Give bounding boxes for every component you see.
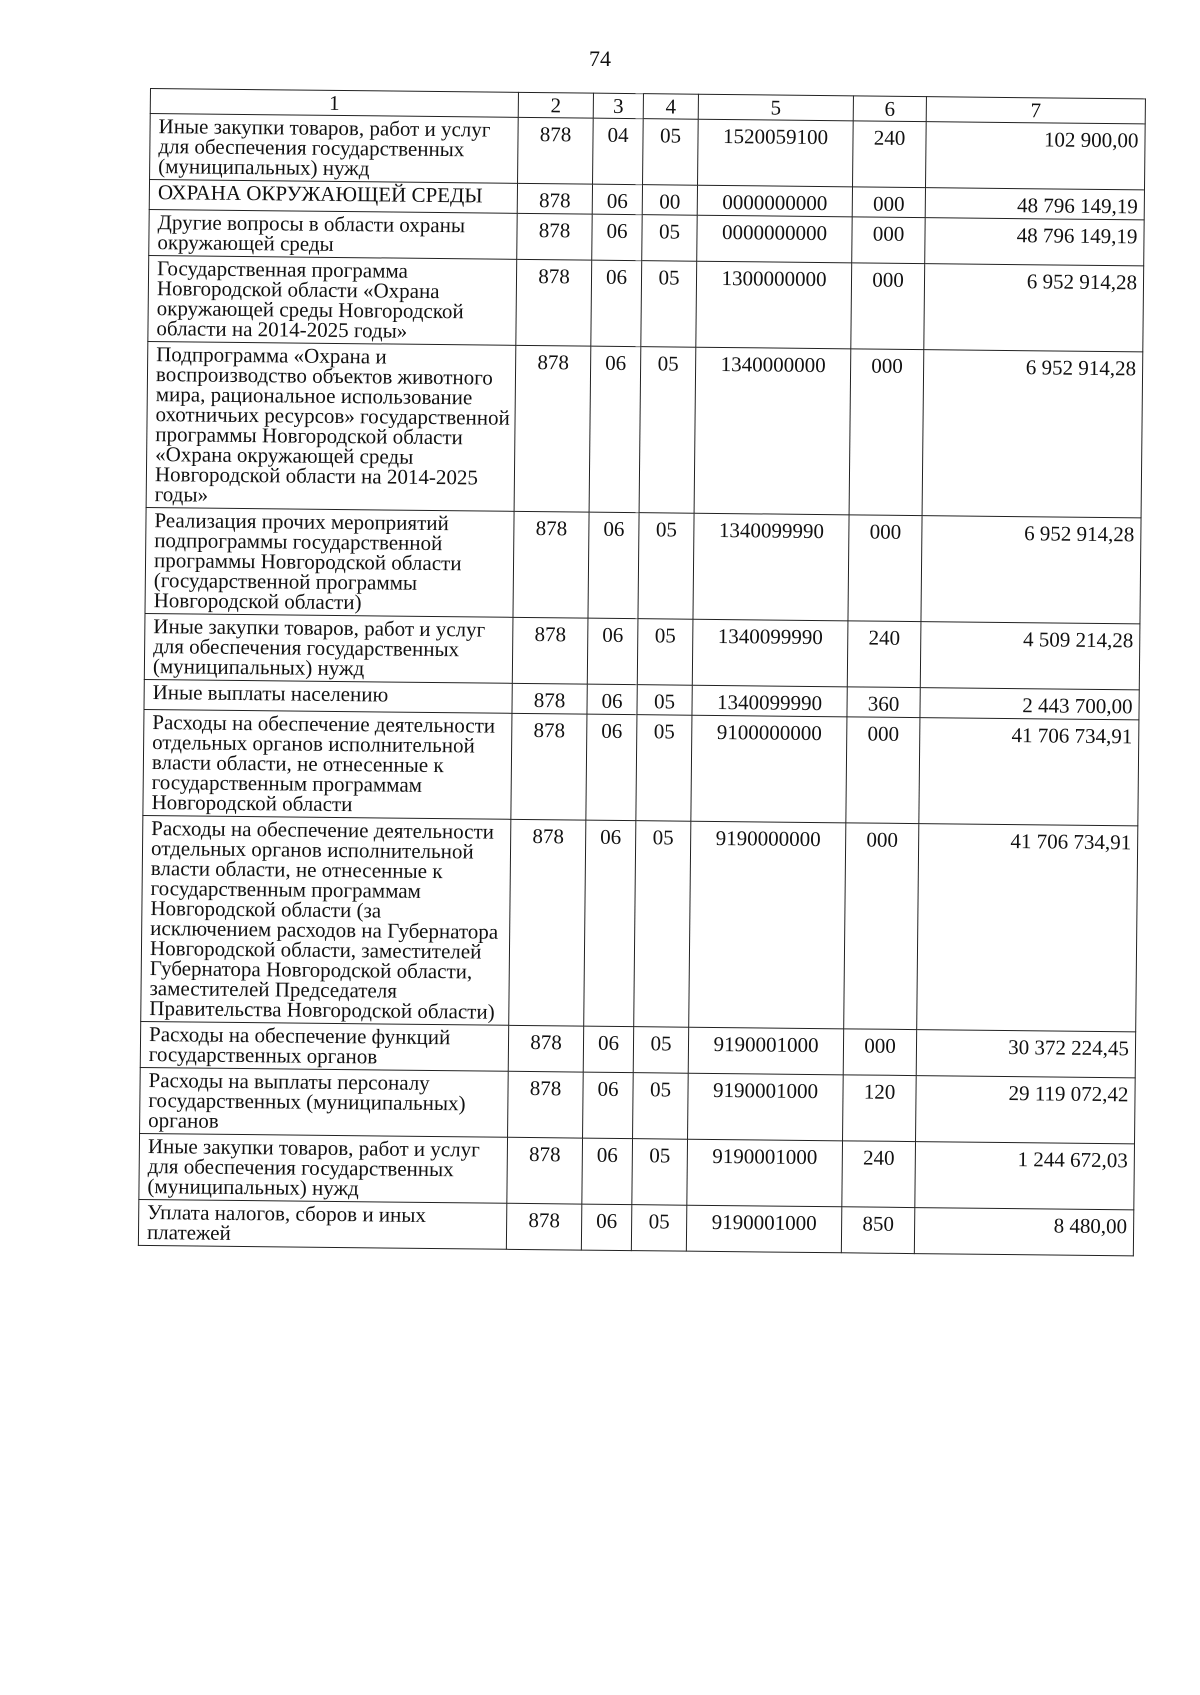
section-code: 06 [589,346,641,513]
ministry-code: 878 [511,713,587,820]
row-description: Реализация прочих мероприятий подпрограммы государственной программы Новгородской области (государственной программы Новгородской области) [145,507,514,617]
ministry-code: 878 [508,1025,583,1072]
column-header-5: 5 [698,94,853,121]
amount: 48 796 149,19 [925,188,1144,220]
subsection-code: 05 [632,1139,688,1206]
expense-type-code: 000 [846,717,920,824]
table-row [141,815,1138,1031]
ministry-code: 878 [516,259,592,346]
amount: 6 952 914,28 [921,516,1141,624]
column-header-6: 6 [853,96,926,122]
section-code: 06 [592,214,642,261]
target-article-code: 1340099990 [692,619,848,687]
target-article-code: 9190001000 [688,1073,844,1141]
amount: 41 706 734,91 [919,718,1139,826]
section-code: 06 [591,260,642,347]
amount: 48 796 149,19 [925,218,1144,266]
subsection-code: 05 [637,619,693,686]
column-header-2: 2 [518,92,593,118]
section-code: 06 [584,820,636,1027]
subsection-code: 05 [641,261,697,348]
row-description: Расходы на обеспечение функций государственных органов [140,1021,508,1071]
subsection-code: 05 [634,821,691,1028]
subsection-code: 05 [633,1027,688,1074]
expense-type-code: 000 [852,187,925,218]
ministry-code: 878 [518,117,594,184]
target-article-code: 9190001000 [687,1139,843,1207]
ministry-code: 878 [513,511,589,618]
row-description: Государственная программа Новгородской области «Охрана окружающей среды Новгородской области на 2014-2025 годы» [148,255,517,345]
table-row [139,1133,1135,1209]
amount: 4 509 214,28 [920,622,1140,690]
subsection-code: 05 [633,1073,689,1140]
subsection-code: 00 [642,185,697,216]
section-code: 06 [586,714,637,821]
row-description: ОХРАНА ОКРУЖАЮЩЕЙ СРЕДЫ [149,180,517,214]
section-code: 06 [583,1026,633,1073]
ministry-code: 878 [517,183,592,214]
amount: 6 952 914,28 [922,350,1143,518]
amount: 2 443 700,00 [920,688,1139,720]
target-article-code: 9190000000 [689,821,846,1029]
row-description: Иные закупки товаров, работ и услуг для обеспечения государственных (муниципальных) нужд [150,114,519,184]
target-article-code: 1340000000 [694,347,851,515]
target-article-code: 1520059100 [698,119,854,187]
expense-type-code: 000 [843,1029,916,1076]
table-row [146,341,1143,517]
target-article-code: 0000000000 [697,185,852,217]
expense-type-code: 120 [843,1075,917,1142]
expense-type-code: 000 [851,263,925,350]
subsection-code: 05 [642,215,697,262]
amount: 29 119 072,42 [916,1076,1136,1144]
column-header-7: 7 [926,97,1145,124]
ministry-code: 878 [514,345,591,512]
amount: 102 900,00 [925,122,1145,190]
row-description: Расходы на обеспечение деятельности отдельных органов исполнительной власти области, не отнесенные к государственным программам Новгородской области (за исключением расходов на Губернатора Новгородской области, заместителей Губернатора Новгородской области, заместителей Председателя Правительства Новгородской области) [141,815,511,1025]
table-body [138,114,1145,1256]
subsection-code: 05 [637,685,692,716]
target-article-code: 1300000000 [696,261,852,349]
expense-type-code: 000 [844,823,919,1030]
section-code: 06 [588,512,639,619]
ministry-code: 878 [507,1137,583,1204]
expense-type-code: 240 [842,1141,916,1208]
ministry-code: 878 [506,1203,581,1250]
table-row [143,709,1139,825]
section-code: 06 [587,618,638,685]
table-row [150,114,1146,190]
section-code: 04 [593,118,644,185]
table-row [145,507,1141,623]
expense-type-code: 240 [853,121,927,188]
target-article-code: 9100000000 [691,715,847,823]
section-code: 06 [583,1072,634,1139]
row-description: Расходы на выплаты персоналу государственных (муниципальных) органов [140,1067,509,1137]
table-row [140,1067,1136,1143]
section-code: 06 [581,1204,631,1251]
column-header-4: 4 [643,94,698,120]
table-row [148,255,1144,351]
section-code: 06 [592,184,642,215]
target-article-code: 0000000000 [697,215,852,263]
target-article-code: 9190001000 [686,1205,841,1253]
amount: 6 952 914,28 [924,264,1144,352]
row-description: Расходы на обеспечение деятельности отдельных органов исполнительной власти области, не отнесенные к государственным программам Новгородской области [143,709,512,819]
column-header-3: 3 [593,93,643,119]
row-description: Уплата налогов, сборов и иных платежей [138,1199,506,1249]
ministry-code: 878 [509,819,586,1026]
table-row [144,613,1140,689]
expense-type-code: 000 [852,217,925,264]
subsection-code: 05 [636,715,692,822]
row-description: Иные закупки товаров, работ и услуг для обеспечения государственных (муниципальных) нужд [144,613,513,683]
ministry-code: 878 [508,1071,584,1138]
row-description: Иные закупки товаров, работ и услуг для обеспечения государственных (муниципальных) нужд [139,1133,508,1203]
column-header-1: 1 [150,89,518,118]
expense-type-code: 000 [849,349,924,516]
ministry-code: 878 [512,683,587,714]
ministry-code: 878 [512,617,588,684]
section-code: 06 [582,1138,633,1205]
subsection-code: 05 [631,1205,686,1252]
amount: 41 706 734,91 [917,824,1138,1032]
subsection-code: 05 [643,119,699,186]
amount: 30 372 224,45 [916,1030,1135,1078]
page-number: 74 [589,46,611,71]
target-article-code: 9190001000 [688,1027,843,1075]
expense-type-code: 240 [847,621,921,688]
row-description: Иные выплаты населению [144,679,512,713]
subsection-code: 05 [638,513,694,620]
table-row [138,1199,1133,1255]
expense-type-code: 850 [841,1207,914,1254]
row-description: Подпрограмма «Охрана и воспроизводство объектов животного мира, рациональное использование охотничьих ресурсов» государственной программы Новгородской области «Охрана окружающей среды Новгородской области на 2014-2025 годы» [146,341,516,511]
ministry-code: 878 [517,213,592,260]
target-article-code: 1340099990 [692,685,847,717]
amount: 8 480,00 [914,1208,1133,1256]
budget-table-container [138,88,1145,1256]
expense-type-code: 000 [848,515,922,622]
row-description: Другие вопросы в области охраны окружающей среды [149,209,517,259]
target-article-code: 1340099990 [693,513,849,621]
subsection-code: 05 [639,347,696,514]
amount: 1 244 672,03 [915,1142,1135,1210]
expense-type-code: 360 [847,687,920,718]
budget-table [138,88,1146,1256]
section-code: 06 [587,684,637,715]
